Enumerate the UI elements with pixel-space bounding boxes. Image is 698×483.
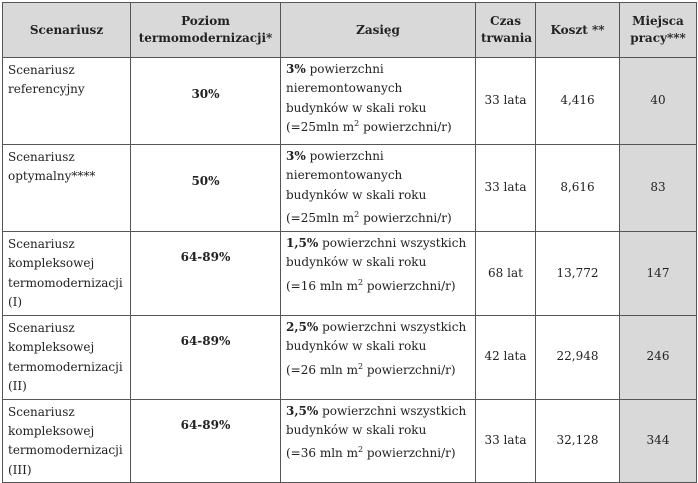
table-row	[3, 399, 697, 483]
scope-foot-post: powierzchni/r)	[359, 211, 452, 226]
scope-percent: 2,5%	[286, 319, 319, 334]
level-cell	[131, 232, 281, 316]
header-scope: Zasięg	[281, 3, 476, 58]
scope-line	[286, 234, 470, 253]
scope-text: powierzchni wszystkich	[318, 236, 467, 250]
duration-cell: 33 lata	[476, 145, 536, 232]
scope-foot-sup: 2	[357, 361, 364, 371]
scope-foot-sup: 2	[357, 445, 364, 455]
scope-percent: 3,5%	[286, 403, 319, 418]
header-level: Poziom termomodernizacji*	[131, 3, 281, 58]
scenario-cell	[3, 399, 131, 483]
scope-cell	[281, 58, 476, 145]
duration-cell: 42 lata	[476, 315, 536, 399]
scope-line	[286, 402, 470, 421]
jobs-cell: 344	[620, 399, 697, 483]
scope-line	[286, 318, 470, 337]
level-cell	[131, 145, 281, 232]
scope-foot-pre: (=25mln m	[286, 211, 355, 226]
header-jobs: Miejsca pracy***	[620, 3, 697, 58]
scope-cell	[281, 232, 476, 316]
scope-cell	[281, 145, 476, 232]
scope-line: budynków w skali roku	[286, 100, 427, 115]
scope-text: powierzchni wszystkich	[318, 319, 467, 334]
scenario-cell	[3, 232, 131, 316]
scenario-cell	[3, 315, 131, 399]
scope-text: powierzchni	[305, 149, 384, 163]
level-cell	[131, 399, 281, 483]
level-value: 64-89%	[180, 250, 231, 264]
duration-cell: 68 lat	[476, 232, 536, 316]
scope-text: powierzchni	[305, 62, 384, 76]
scenario-line: referencyjny	[8, 82, 85, 97]
table-row	[3, 145, 697, 232]
scope-line: nieremontowanych	[286, 81, 403, 96]
level-value: 50%	[191, 174, 220, 188]
header-cost: Koszt **	[536, 3, 620, 58]
jobs-cell: 83	[620, 145, 697, 232]
scenario-line: termomodernizacji	[8, 275, 123, 290]
scope-footnote	[286, 361, 470, 380]
scope-footnote	[286, 118, 470, 137]
level-value: 64-89%	[180, 333, 231, 348]
jobs-cell: 40	[620, 58, 697, 145]
scenario-line: termomodernizacji	[8, 443, 123, 458]
scope-cell	[281, 399, 476, 483]
table-row	[3, 58, 697, 145]
scope-foot-post: powierzchni/r)	[359, 120, 452, 135]
scenario-line: termomodernizacji	[8, 359, 123, 374]
scope-line: budynków w skali roku	[286, 255, 427, 270]
jobs-cell: 147	[620, 232, 697, 316]
cost-cell: 13,772	[536, 232, 620, 316]
scenarios-table	[2, 2, 697, 483]
scope-foot-sup: 2	[354, 210, 360, 220]
scenario-line: kompleksowej	[8, 340, 95, 355]
scope-footnote	[286, 209, 470, 228]
scope-foot-post: powierzchni/r)	[363, 446, 456, 461]
jobs-cell: 246	[620, 315, 697, 399]
level-cell	[131, 315, 281, 399]
scope-line: budynków w skali roku	[286, 339, 427, 354]
scope-cell	[281, 315, 476, 399]
cost-cell: 22,948	[536, 315, 620, 399]
scenario-line: Scenariusz	[8, 237, 75, 251]
header-duration: Czas trwania	[476, 3, 536, 58]
scenario-line: Scenariusz	[8, 150, 75, 164]
scenario-cell	[3, 145, 131, 232]
scope-percent: 1,5%	[286, 236, 319, 250]
level-value: 64-89%	[180, 417, 231, 432]
header-scenario: Scenariusz	[3, 3, 131, 58]
scope-percent: 3%	[286, 62, 306, 76]
scope-line: nieremontowanych	[286, 168, 403, 183]
header-row	[3, 3, 697, 58]
cost-cell: 8,616	[536, 145, 620, 232]
scope-foot-sup: 2	[354, 119, 360, 129]
scenario-line: optymalny****	[8, 169, 96, 184]
scenario-cell	[3, 58, 131, 145]
scope-percent: 3%	[286, 149, 306, 163]
duration-cell: 33 lata	[476, 399, 536, 483]
level-value: 30%	[191, 87, 220, 101]
scope-line: budynków w skali roku	[286, 422, 427, 437]
table-row	[3, 232, 697, 316]
scenario-line: Scenariusz	[8, 320, 75, 335]
scope-foot-post: powierzchni/r)	[363, 278, 456, 293]
scope-foot-pre: (=25mln m	[286, 120, 355, 135]
scenario-line: (II)	[8, 379, 27, 394]
scope-foot-sup: 2	[357, 277, 364, 287]
scope-line: budynków w skali roku	[286, 187, 427, 202]
level-cell	[131, 58, 281, 145]
scenario-line: Scenariusz	[8, 63, 75, 77]
scope-line	[286, 60, 470, 79]
scope-foot-pre: (=16 mln m	[286, 278, 358, 293]
scope-text: powierzchni wszystkich	[318, 403, 467, 418]
scenario-line: kompleksowej	[8, 423, 95, 438]
cost-cell: 32,128	[536, 399, 620, 483]
cost-cell: 4,416	[536, 58, 620, 145]
scope-line	[286, 147, 470, 166]
duration-cell: 33 lata	[476, 58, 536, 145]
scenario-line: (III)	[8, 462, 32, 477]
scope-foot-pre: (=26 mln m	[286, 362, 358, 377]
scope-footnote	[286, 444, 470, 463]
scope-foot-post: powierzchni/r)	[363, 362, 456, 377]
scope-footnote	[286, 277, 470, 296]
scenario-line: Scenariusz	[8, 404, 75, 419]
table-row	[3, 315, 697, 399]
scenario-line: kompleksowej	[8, 256, 95, 271]
scope-foot-pre: (=36 mln m	[286, 446, 358, 461]
scenario-line: (I)	[8, 295, 23, 310]
